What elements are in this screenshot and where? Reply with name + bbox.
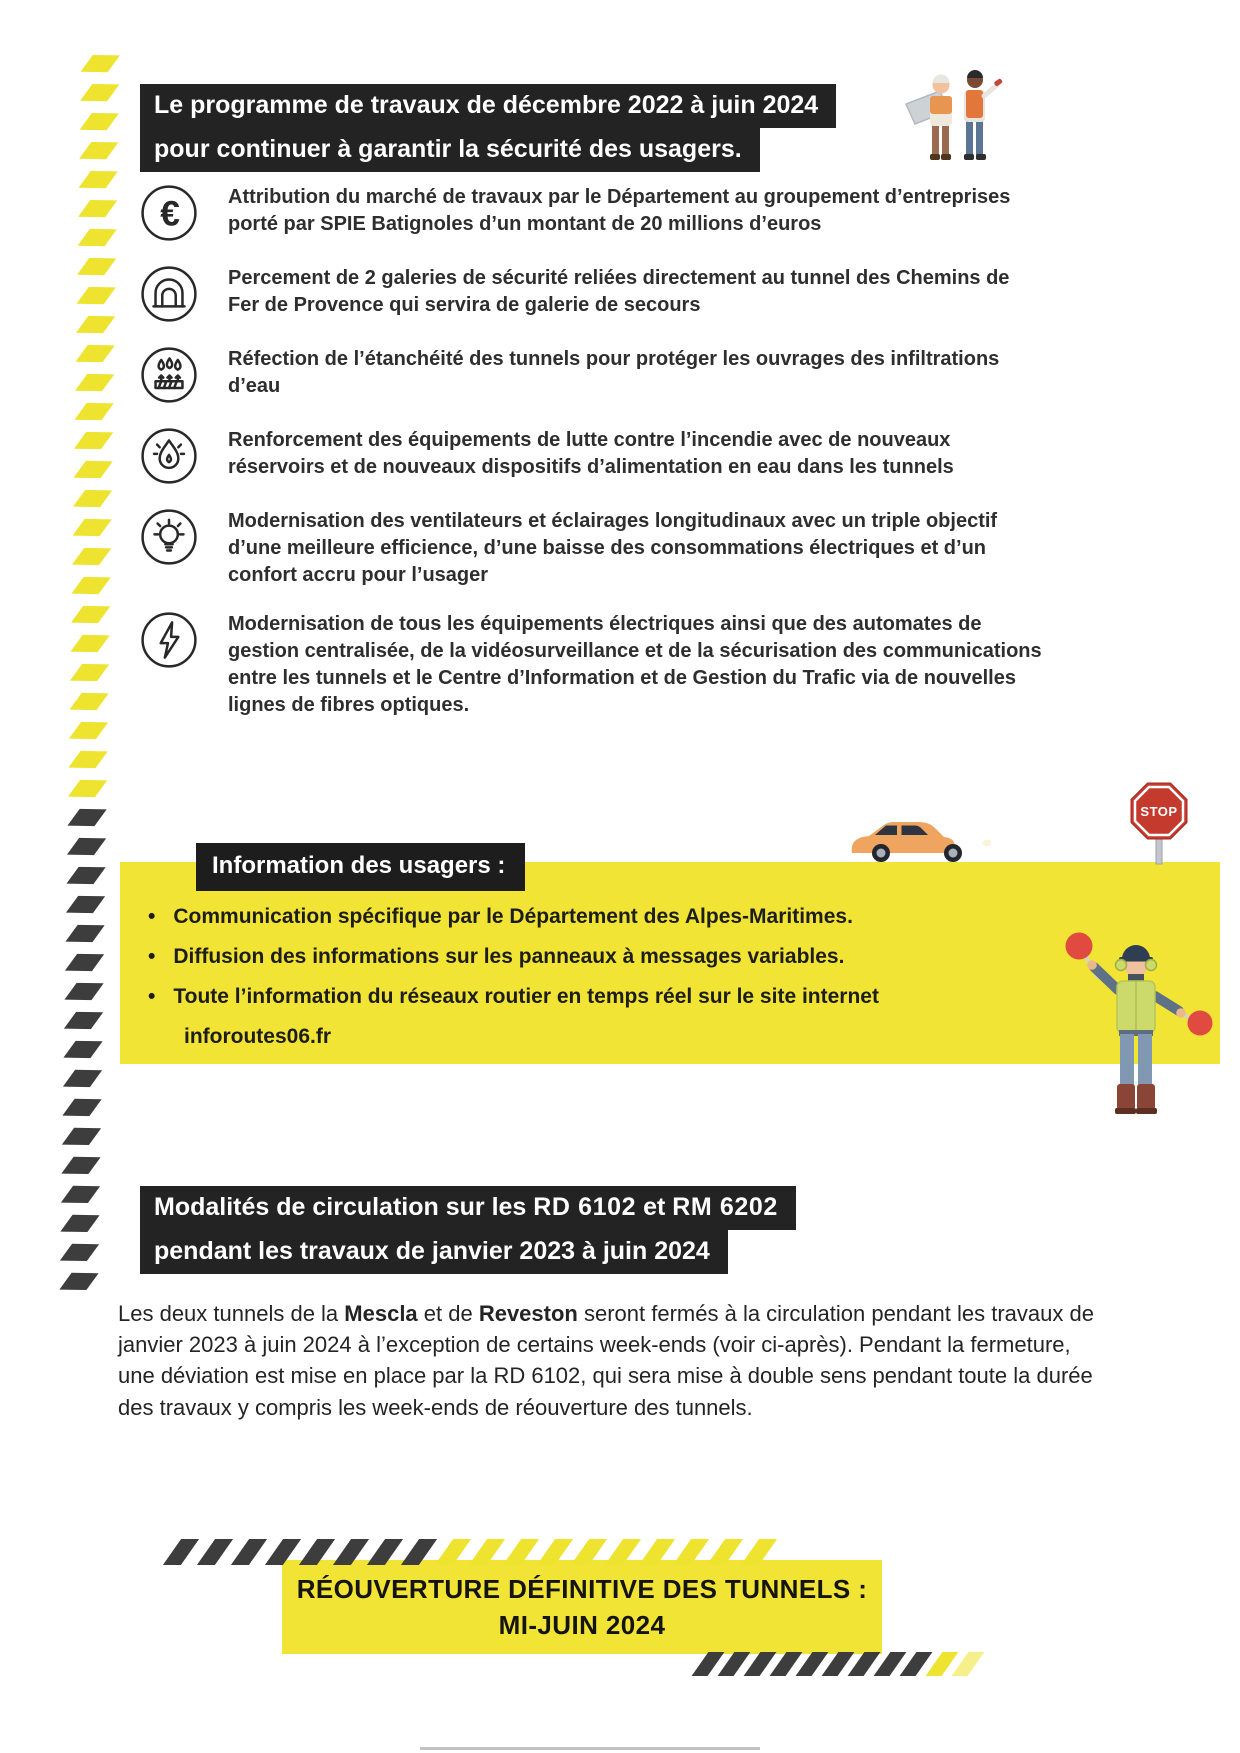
hazard-slash <box>62 1099 101 1116</box>
ear-muff <box>1116 960 1127 971</box>
hazard-slash <box>75 403 114 420</box>
hazard-slash <box>78 229 117 246</box>
traffic-controller-illustration <box>1058 926 1216 1120</box>
work-item-text: Percement de 2 galeries de sécurité reliées directement au tunnel des Chemins de Fer de Provence qui servira de galerie de secours <box>228 267 1010 316</box>
work-item <box>140 508 1045 588</box>
info-section-title: Information des usagers : <box>196 843 525 891</box>
hazard-slash <box>73 519 112 536</box>
paragraph-text: seront fermés à la circulation pendant les travaux de janvier 2023 à juin 2024 à l’exception de certains week-ends (voir ci-après). Pendant la fermeture, une déviation est mise en place par la RD 6102, qui sera mise à double sens pendant toute la durée des travaux y compris les week-ends de réouverture des tunnels. <box>118 1301 1094 1420</box>
hazard-slash <box>435 1539 471 1565</box>
hazard-slash <box>367 1539 403 1565</box>
hazard-slash <box>707 1539 743 1565</box>
info-bullet-list <box>148 905 1068 1049</box>
hazard-stripe-row-top <box>172 1539 784 1565</box>
work-item <box>140 611 1045 718</box>
traffic-banner-line2: pendant les travaux de janvier 2023 à juin 2024 <box>140 1230 728 1274</box>
paragraph-text: et de <box>417 1301 479 1326</box>
hazard-slash <box>69 722 108 739</box>
bullet-text: Toute l’information du réseaux routier en temps réel sur le site internet <box>173 985 879 1009</box>
bullet-item <box>148 985 1068 1009</box>
hazard-slash <box>67 809 106 826</box>
hazard-slash <box>71 635 110 652</box>
work-item-text: Modernisation de tous les équipements électriques ainsi que des automates de gestion centralisée, de la vidéosurveillance et de la sécurisation des communications entre les tunnels et le Centre d’Information et de Gestion du Trafic via de nouvelles lignes de fibres optiques. <box>228 613 1042 716</box>
traffic-banner-text: et <box>636 1193 673 1221</box>
left-hazard-stripe-column <box>65 55 114 1302</box>
hazard-slash <box>76 316 115 333</box>
road-number-rm6202: RM 6202 <box>672 1193 778 1221</box>
hazard-slash <box>537 1539 573 1565</box>
header-banner <box>140 84 836 172</box>
lightbulb-icon <box>140 508 198 566</box>
work-item <box>140 265 1045 323</box>
hazard-slash <box>59 1273 98 1290</box>
hazard-slash <box>401 1539 437 1565</box>
hazard-slash <box>68 751 107 768</box>
water-drops-icon <box>140 346 198 404</box>
hazard-slash <box>64 983 103 1000</box>
hazard-slash <box>70 664 109 681</box>
tunnel-icon <box>140 265 198 323</box>
car-illustration <box>843 807 993 865</box>
paragraph-text: Les deux tunnels de la <box>118 1301 345 1326</box>
hazard-slash <box>65 925 104 942</box>
hazard-slash <box>197 1539 233 1565</box>
hazard-slash <box>71 606 110 623</box>
euro-icon <box>140 184 198 242</box>
hazard-slash <box>81 55 120 72</box>
bullet-text: Communication spécifique par le Département des Alpes-Maritimes. <box>173 905 853 928</box>
svg-text:€: € <box>160 194 180 234</box>
reopening-banner <box>282 1560 882 1654</box>
workers-illustration <box>898 54 1010 170</box>
hazard-slash <box>60 1244 99 1261</box>
ear-muff <box>1146 960 1157 971</box>
hazard-slash <box>299 1539 335 1565</box>
hazard-slash <box>72 548 111 565</box>
work-item-text: Renforcement des équipements de lutte contre l’incendie avec de nouveaux réservoirs et de nouveaux dispositifs d’alimentation en eau dans les tunnels <box>228 429 954 478</box>
hazard-slash <box>571 1539 607 1565</box>
hazard-slash <box>469 1539 505 1565</box>
hazard-slash <box>64 1012 103 1029</box>
bullet-item <box>148 905 1068 929</box>
hazard-slash <box>78 200 117 217</box>
hazard-slash <box>62 1128 101 1145</box>
work-item <box>140 184 1045 242</box>
hazard-slash <box>77 258 116 275</box>
website-text: inforoutes06.fr <box>184 1025 332 1049</box>
work-item-text: Modernisation des ventilateurs et éclairages longitudinaux avec un triple objectif d’une meilleure efficience, d’une baisse des consommations électriques et d’un confort accru pour l’usager <box>228 510 998 586</box>
fire-icon <box>140 427 198 485</box>
work-item <box>140 346 1045 404</box>
hazard-slash <box>66 867 105 884</box>
hazard-slash <box>65 954 104 971</box>
hazard-slash <box>61 1157 100 1174</box>
hazard-stripe-row-bottom <box>700 1652 986 1676</box>
stop-sign-label: STOP <box>1140 804 1178 819</box>
lightning-icon <box>140 611 198 669</box>
hazard-slash <box>63 1070 102 1087</box>
work-item-text: Réfection de l’étanchéité des tunnels pour protéger les ouvrages des infiltrations d’eau <box>228 348 1000 397</box>
header-banner-line2: pour continuer à garantir la sécurité des usagers. <box>140 128 760 172</box>
hazard-slash <box>61 1186 100 1203</box>
hazard-slash <box>79 171 118 188</box>
hazard-slash <box>75 374 114 391</box>
hazard-slash <box>74 432 113 449</box>
road-number-rd6102: RD 6102 <box>533 1193 637 1221</box>
stop-paddle <box>1188 1011 1213 1036</box>
traffic-banner-text: Modalités de circulation sur les <box>154 1193 534 1221</box>
hazard-slash <box>67 838 106 855</box>
bullet-dot: • <box>148 985 156 1009</box>
hazard-slash <box>66 896 105 913</box>
hazard-slash <box>80 84 119 101</box>
hazard-slash <box>74 461 113 478</box>
hazard-slash <box>77 287 116 304</box>
hazard-slash <box>76 345 115 362</box>
work-items-list <box>140 184 1045 719</box>
bullet-item <box>148 945 1068 969</box>
reopening-line1: RÉOUVERTURE DÉFINITIVE DES TUNNELS : <box>296 1573 868 1604</box>
hazard-slash <box>163 1539 199 1565</box>
hazard-slash <box>265 1539 301 1565</box>
hazard-slash <box>72 577 111 594</box>
traffic-banner-line1 <box>140 1186 796 1230</box>
bullet-text: Diffusion des informations sur les panneaux à messages variables. <box>173 945 845 969</box>
hazard-slash <box>60 1215 99 1232</box>
work-item <box>140 427 1045 485</box>
closure-paragraph <box>118 1298 1108 1423</box>
scan-edge-line <box>420 1747 760 1750</box>
tunnel-name-reveston: Reveston <box>478 1301 578 1326</box>
hazard-slash <box>605 1539 641 1565</box>
bullet-dot: • <box>148 945 156 969</box>
hazard-slash <box>503 1539 539 1565</box>
hazard-slash <box>673 1539 709 1565</box>
traffic-banner <box>140 1186 796 1274</box>
hazard-slash <box>79 142 118 159</box>
hazard-slash <box>333 1539 369 1565</box>
headlight <box>983 840 991 846</box>
hazard-slash <box>73 490 112 507</box>
hazard-slash <box>80 113 119 130</box>
hazard-slash <box>68 780 107 797</box>
bullet-dot: • <box>148 905 156 928</box>
stop-paddle <box>1066 933 1093 960</box>
hazard-slash <box>70 693 109 710</box>
hazard-slash <box>952 1652 985 1676</box>
work-item-text: Attribution du marché de travaux par le Département au groupement d’entreprises porté par SPIE Batignoles d’un montant de 20 millions d’euros <box>228 186 1011 235</box>
hazard-slash <box>639 1539 675 1565</box>
stop-sign <box>1128 780 1190 866</box>
hazard-slash <box>231 1539 267 1565</box>
hazard-slash <box>741 1539 777 1565</box>
hazard-slash <box>63 1041 102 1058</box>
reopening-line2: MI-JUIN 2024 <box>498 1609 666 1640</box>
tunnel-name-mescla: Mescla <box>344 1301 418 1326</box>
header-banner-line1: Le programme de travaux de décembre 2022 à juin 2024 <box>140 84 836 128</box>
